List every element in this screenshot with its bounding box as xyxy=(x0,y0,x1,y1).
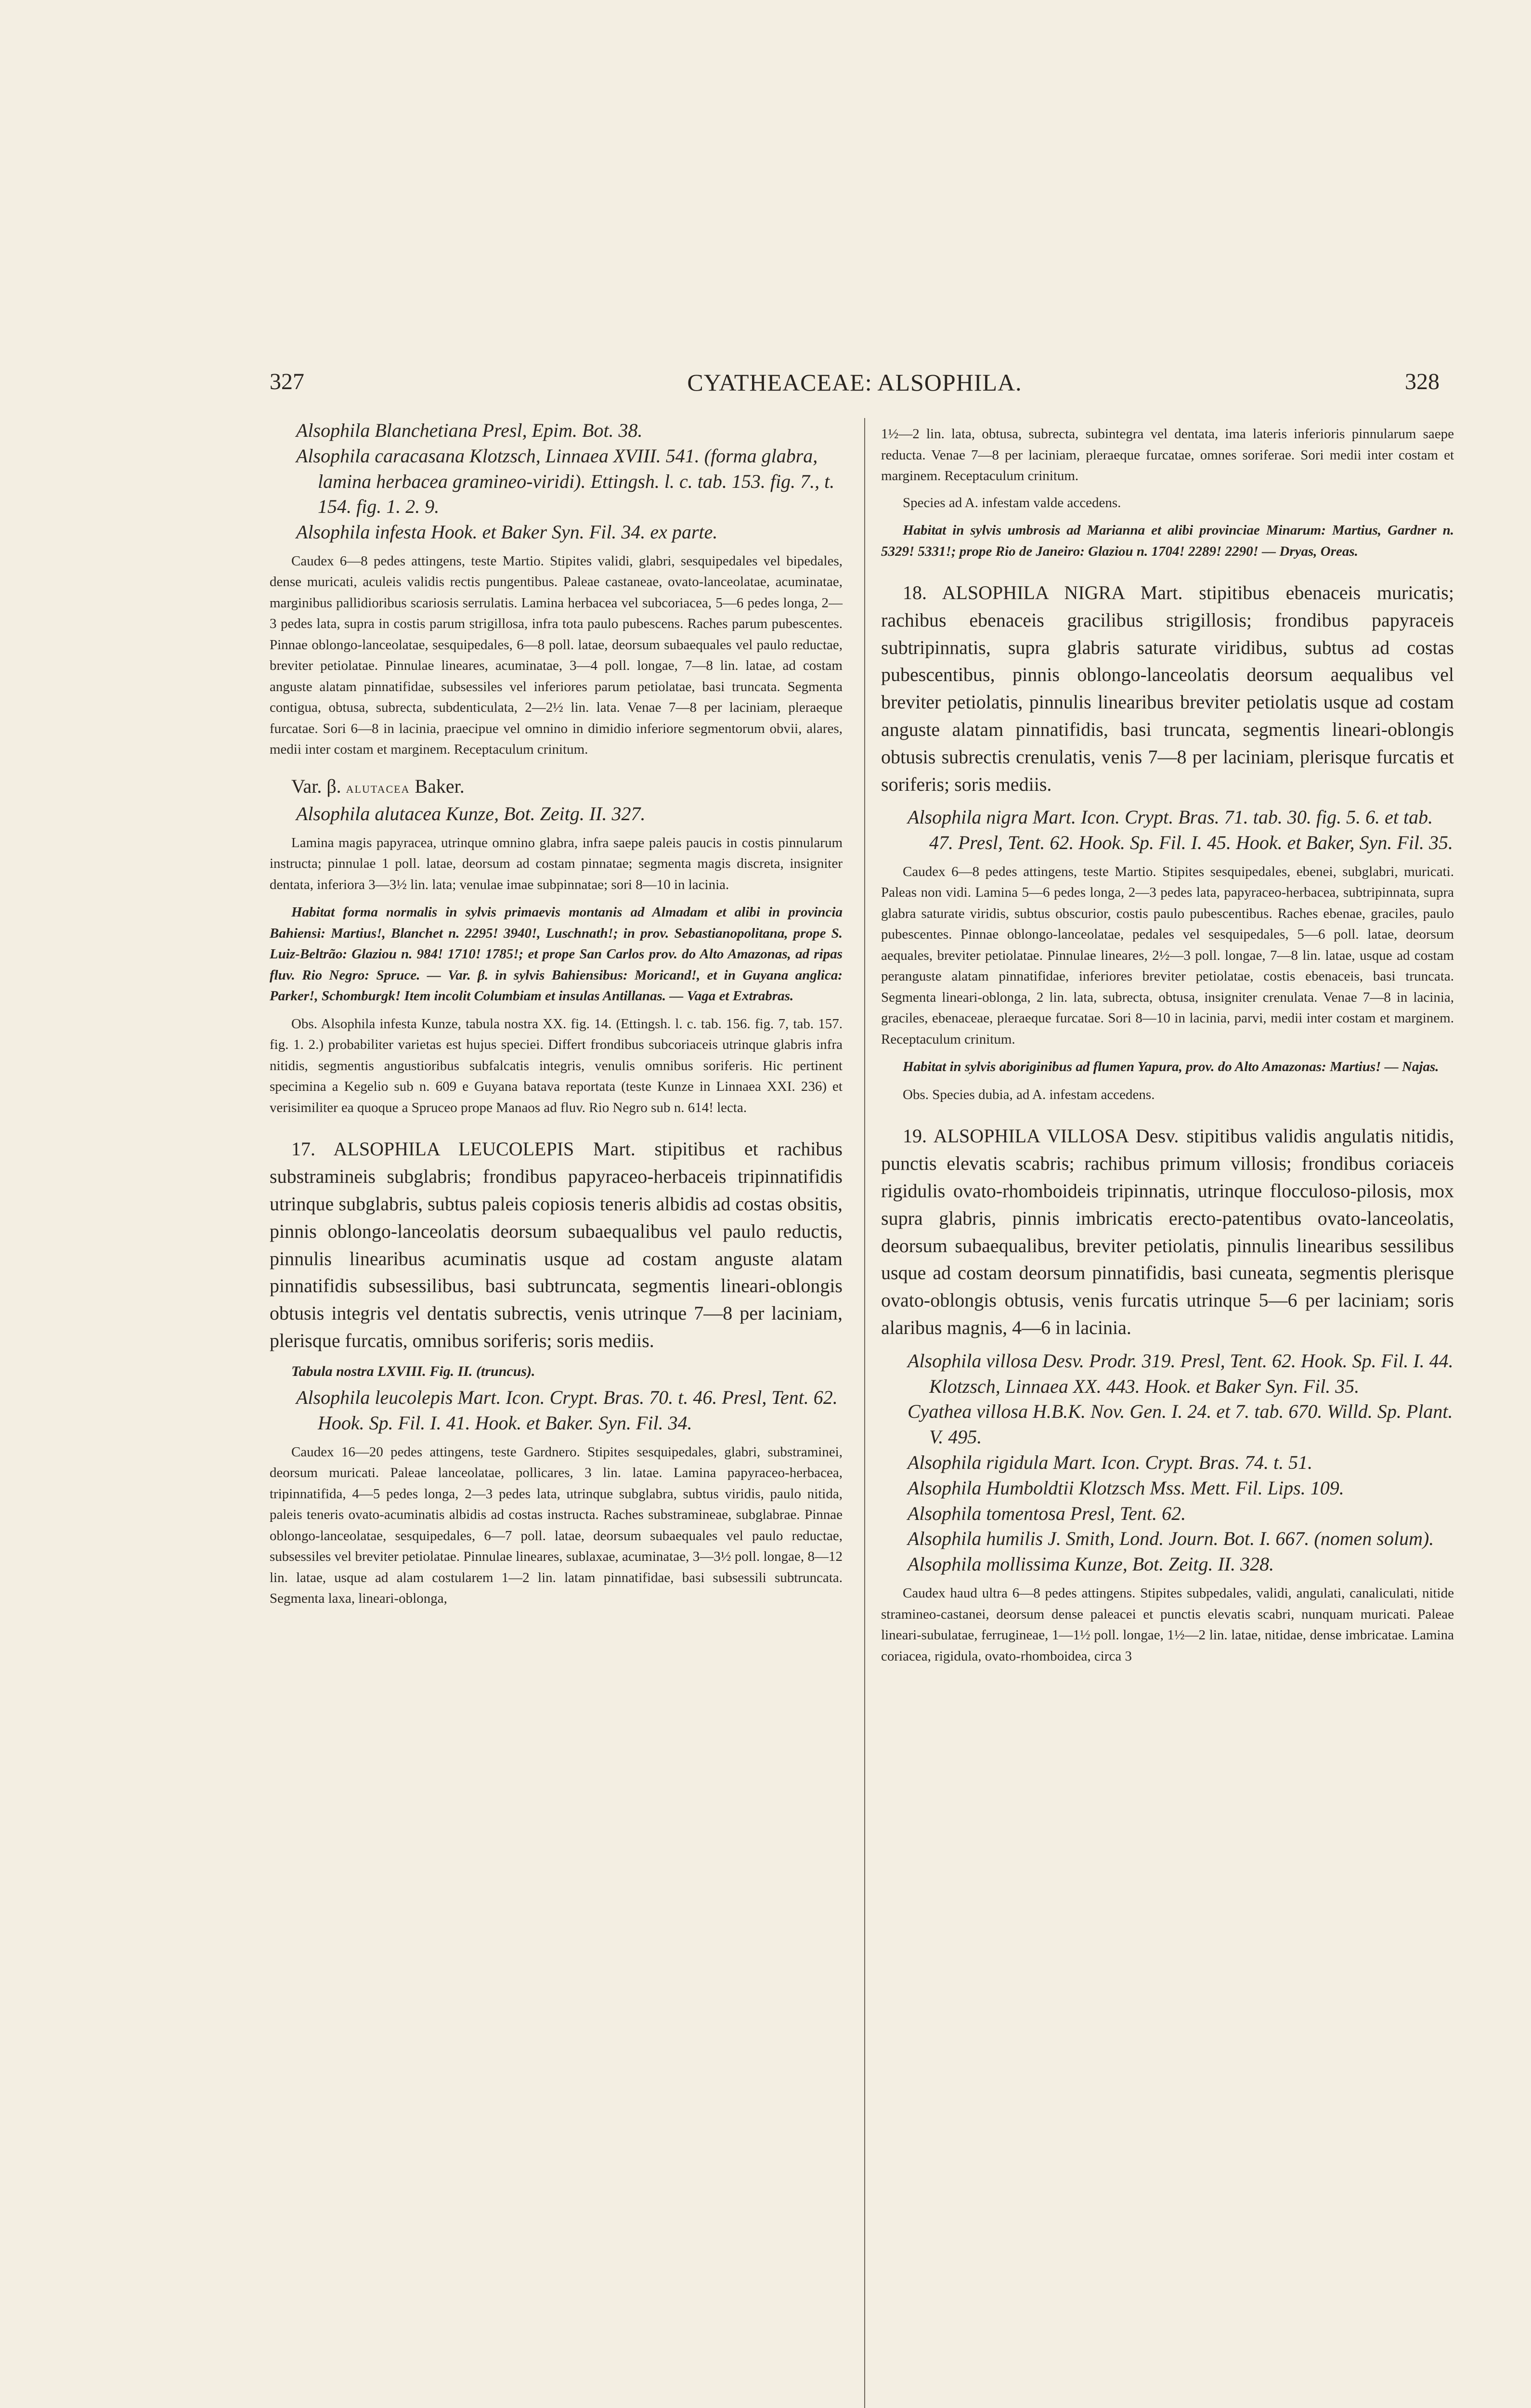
habitat-17: Habitat in sylvis umbrosis ad Marianna et alibi provinciae Minarum: Martius, Gardner n. 5329! 5331!; prope Rio de Janeiro: Glaziou n. 1704! 2289! 2290! — Dryas, Oreas. xyxy=(881,523,1454,559)
synonym-19: Alsophila humilis J. Smith, Lond. Journ. Bot. I. 667. (nomen solum). xyxy=(908,1528,1434,1550)
observation-16: Obs. Alsophila infesta Kunze, tabula nostra XX. fig. 14. (Ettingsh. l. c. tab. 156. fig. 7, tab. 157. fig. 1. 2.) probabiliter varietas est hujus speciei. Differt frondibus subcoriaceis utrinque glabris infra nitidis, segmentis angustioribus subfalcatis integris, venulis omnibus soriferis. Hic pertinent specimina a Kegelio sub n. 609 e Guyana batava reportata (teste Kunze in Linnaea XXI. 236) et verisimiliter ea quoque a Spruceo prope Manaos ad fluv. Rio Negro sub n. 614! lecta. xyxy=(270,1016,843,1115)
variety-heading xyxy=(291,773,843,799)
running-title: CYATHEACEAE: ALSOPHILA. xyxy=(687,369,1022,396)
synonym: Alsophila infesta Hook. et Baker Syn. Fil. 34. ex parte. xyxy=(296,521,718,543)
column-divider xyxy=(864,418,865,2408)
variety-prefix: Var. β. xyxy=(291,775,341,797)
page-number-left: 327 xyxy=(270,369,304,394)
description-18: Caudex 6—8 pedes attingens, teste Martio. Stipites sesquipedales, ebenei, subglabri, muricati. Paleas non vidi. Lamina 5—6 pedes longa, 2—3 pedes lata, papyraceo-herbacea, subtripinnata, supra glabra saturate viridis, subtus obscurior, costis paulo pubescentibus. Raches ebenae, graciles, paulo pubescentes. Pinnae oblongo-lanceolatae, pedales vel sesquipedales, 5—6 poll. latae, deorsum aequales, breviter petiolatae. Pinnulae lineares, 2½—3 poll. longae, 7—8 lin. latae, usque ad costam peranguste alatam pinnatifidae, inferiores breviter petiolatae, costis ebenaceis, basi truncata. Segmenta lineari-oblonga, 2 lin. lata, subrecta, obtusa, insigniter crenulata. Venae 7—8 in lacinia, graciles, ebenaceae, pleraeque furcatae. Sori 8—10 in lacinia, parvi, medii inter costam et marginem. Receptaculum crinitum. xyxy=(881,864,1454,1047)
variety-author: Baker. xyxy=(415,775,465,797)
page-number-right: 328 xyxy=(1405,369,1440,394)
plate-reference-17: Tabula nostra LXVIII. Fig. II. (truncus). xyxy=(291,1363,535,1379)
species-17-diagnosis: 17. ALSOPHILA LEUCOLEPIS Mart. stipitibus et rachibus substramineis subglabris; frondibus papyraceo-herbaceis tripinnatifidis utrinque subglabris, subtus paleis copiosis teneris albidis ad costas obsitis, pinnis oblongo-lanceolatis deorsum subaequalibus vel paulo reductis, pinnulis linearibus acuminatis usque ad costam anguste alatam pinnatifidis subsessilibus, basi subtruncata, segmentis lineari-oblongis obtusis integris vel dentatis subrectis, venis utrinque 7—8 per laciniam, plerisque furcatis, omnibus soriferis; soris mediis. xyxy=(270,1138,843,1352)
habitat-16: Habitat forma normalis in sylvis primaevis montanis ad Almadam et alibi in provincia Bahiensi: Martius!, Blanchet n. 2295! 3940!, Luschnath!; in prov. Sebastianopolitana, prope S. Luiz-Beltrão: Glaziou n. 984! 1710! 1785!; et prope San Carlos prov. do Alto Amazonas, ad ripas fluv. Rio Negro: Spruce. — Var. β. in sylvis Bahiensibus: Moricand!, et in Guyana anglica: Parker!, Schomburgk! Item incolit Columbiam et insulas Antillanas. — Vaga et Extrabras. xyxy=(270,904,843,1004)
synonym: Alsophila Blanchetiana Presl, Epim. Bot. 38. xyxy=(296,419,643,441)
synonym-18: Alsophila nigra Mart. Icon. Crypt. Bras. 71. tab. 30. fig. 5. 6. et tab. 47. Presl, Tent. 62. Hook. Sp. Fil. I. 45. Hook. et Baker, Syn. Fil. 35. xyxy=(908,806,1453,854)
variety-synonym: Alsophila alutacea Kunze, Bot. Zeitg. II. 327. xyxy=(296,803,646,825)
left-column xyxy=(270,418,843,1615)
synonym-19: Alsophila tomentosa Presl, Tent. 62. xyxy=(908,1502,1186,1524)
habitat-18: Habitat in sylvis aboriginibus ad flumen Yapura, prov. do Alto Amazonas: Martius! — Najas. xyxy=(903,1059,1439,1075)
synonym-17: Alsophila leucolepis Mart. Icon. Crypt. Bras. 70. t. 46. Presl, Tent. 62. Hook. Sp. Fil. I. 41. Hook. et Baker. Syn. Fil. 34. xyxy=(296,1387,838,1434)
page-header xyxy=(270,368,1440,402)
description-16: Caudex 6—8 pedes attingens, teste Martio. Stipites validi, glabri, sesquipedales vel bipedales, dense muricati, aculeis validis rectis pungentibus. Paleae castaneae, ovato-lanceolatae, acuminatae, marginibus pallidioribus scariosis serrulatis. Lamina herbacea vel subcoriacea, 5—6 pedes longa, 2—3 pedes lata, supra in costis parum strigillosa, infra tota paulo pubescens. Raches parum pubescentes. Pinnae oblongo-lanceolatae, sesquipedales, 6—8 poll. latae, deorsum subaequales vel paulo reductae, breviter petiolatae. Pinnulae lineares, acuminatae, 3—4 poll. longae, 7—8 lin. latae, ad costam anguste alatam pinnatifidae, subsessiles vel inferiores parum petiolatae, basi truncata. Segmenta contigua, obtusa, subrecta, subdenticulata, 2—2½ lin. lata. Venae 7—8 per laciniam, pleraeque furcatae. Sori 6—8 in lacinia, praecipue vel omnino in dimidio inferiore segmentorum obvii, alares, medii inter costam et marginem. Receptaculum crinitum. xyxy=(270,553,843,758)
synonym-19: Alsophila villosa Desv. Prodr. 319. Presl, Tent. 62. Hook. Sp. Fil. I. 44. Klotzsch, Linnaea XX. 443. Hook. et Baker Syn. Fil. 35. xyxy=(908,1349,1453,1397)
synonym: Alsophila caracasana Klotzsch, Linnaea XVIII. 541. (forma glabra, lamina herbacea gramineo-viridi). Ettingsh. l. c. tab. 153. fig. 7., t. 154. fig. 1. 2. 9. xyxy=(296,445,835,518)
note-17: Species ad A. infestam valde accedens. xyxy=(903,495,1121,510)
variety-name: alutacea xyxy=(346,778,410,796)
species-19-diagnosis: 19. ALSOPHILA VILLOSA Desv. stipitibus validis angulatis nitidis, punctis elevatis scabris; rachibus primum villosis; frondibus coriaceis rigidulis ovato-rhomboideis tripinnatis, utrinque flocculoso-pilosis, mox supra glabris, pinnis imbricatis erecto-patentibus ovato-lanceolatis, deorsum subaequalibus, breviter petiolatis, pinnulis linearibus sessilibus usque ad costam deorsum pinnatifidis, basi cuneata, segmentis plerisque ovato-oblongis obtusis, venis furcatis utrinque 5—6 per laciniam; soris alaribus magnis, 4—6 in lacinia. xyxy=(881,1125,1454,1339)
synonym-19: Cyathea villosa H.B.K. Nov. Gen. I. 24. et 7. tab. 670. Willd. Sp. Plant. V. 495. xyxy=(908,1400,1453,1448)
synonym-19: Alsophila Humboldtii Klotzsch Mss. Mett. Fil. Lips. 109. xyxy=(908,1477,1344,1499)
right-column xyxy=(881,418,1454,1673)
synonym-19: Alsophila rigidula Mart. Icon. Crypt. Bras. 74. t. 51. xyxy=(908,1452,1313,1474)
description-19: Caudex haud ultra 6—8 pedes attingens. Stipites subpedales, validi, angulati, canaliculati, nitide stramineo-castanei, deorsum dense paleacei et punctis elevatis scabri, nunquam muricati. Paleae lineari-subulatae, ferrugineae, 1—1½ poll. longae, 1½—2 lin. latae, nitidae, dense imbricatae. Lamina coriacea, rigidula, ovato-rhomboidea, circa 3 xyxy=(881,1585,1454,1664)
species-18-diagnosis: 18. ALSOPHILA NIGRA Mart. stipitibus ebenaceis muricatis; rachibus ebenaceis gracilibus strigillosis; frondibus papyraceis subtripinnatis, supra glabris saturate viridibus, subtus ad costas pubescentibus, pinnis oblongo-lanceolatis deorsum aequalibus vel breviter petiolatis, pinnulis linearibus breviter petiolatis usque ad costam anguste alatam pinnatifidis, basi truncata, segmentis lineari-oblongis obtusis subrectis crenulatis, venis 7—8 per laciniam, plerisque furcatis et soriferis; soris mediis. xyxy=(881,582,1454,795)
description-17-continued: 1½—2 lin. lata, obtusa, subrecta, subintegra vel dentata, ima lateris inferioris pinnularum saepe reducta. Venae 7—8 per laciniam, pleraeque furcatae, omnes soriferae. Sori medii inter costam et marginem. Receptaculum crinitum. xyxy=(881,426,1454,484)
variety-description: Lamina magis papyracea, utrinque omnino glabra, infra saepe paleis paucis in costis pinnularum instructa; pinnulae 1 poll. latae, deorsum ad costam pinnatae; segmenta magis discreta, insigniter dentata, inferiora 3—3½ lin. lata; venulae imae subpinnatae; sori 8—10 in lacinia. xyxy=(270,835,843,892)
observation-18: Obs. Species dubia, ad A. infestam accedens. xyxy=(903,1086,1155,1102)
description-17: Caudex 16—20 pedes attingens, teste Gardnero. Stipites sesquipedales, glabri, substraminei, deorsum muricati. Paleae lanceolatae, pollicares, 3 lin. latae. Lamina papyraceo-herbacea, tripinnatifida, 4—5 pedes longa, 2—3 pedes lata, utrinque subglabra, subtus viridis, paulo nitida, paleis teneris ovato-acuminatis albidis ad costas instructa. Raches substramineae, subglabrae. Pinnae oblongo-lanceolatae, sesquipedales, 6—7 poll. latae, deorsum subaequales vel paulo reductae, subsessiles vel breviter petiolatae. Pinnulae lineares, sublaxae, acuminatae, 3—3½ poll. longae, 8—12 lin. latae, usque ad alam costularem 1—2 lin. latam pinnatifidae, basi subsessili subtruncata. Segmenta laxa, lineari-oblonga, xyxy=(270,1444,843,1607)
synonym-19: Alsophila mollissima Kunze, Bot. Zeitg. II. 328. xyxy=(908,1553,1274,1575)
